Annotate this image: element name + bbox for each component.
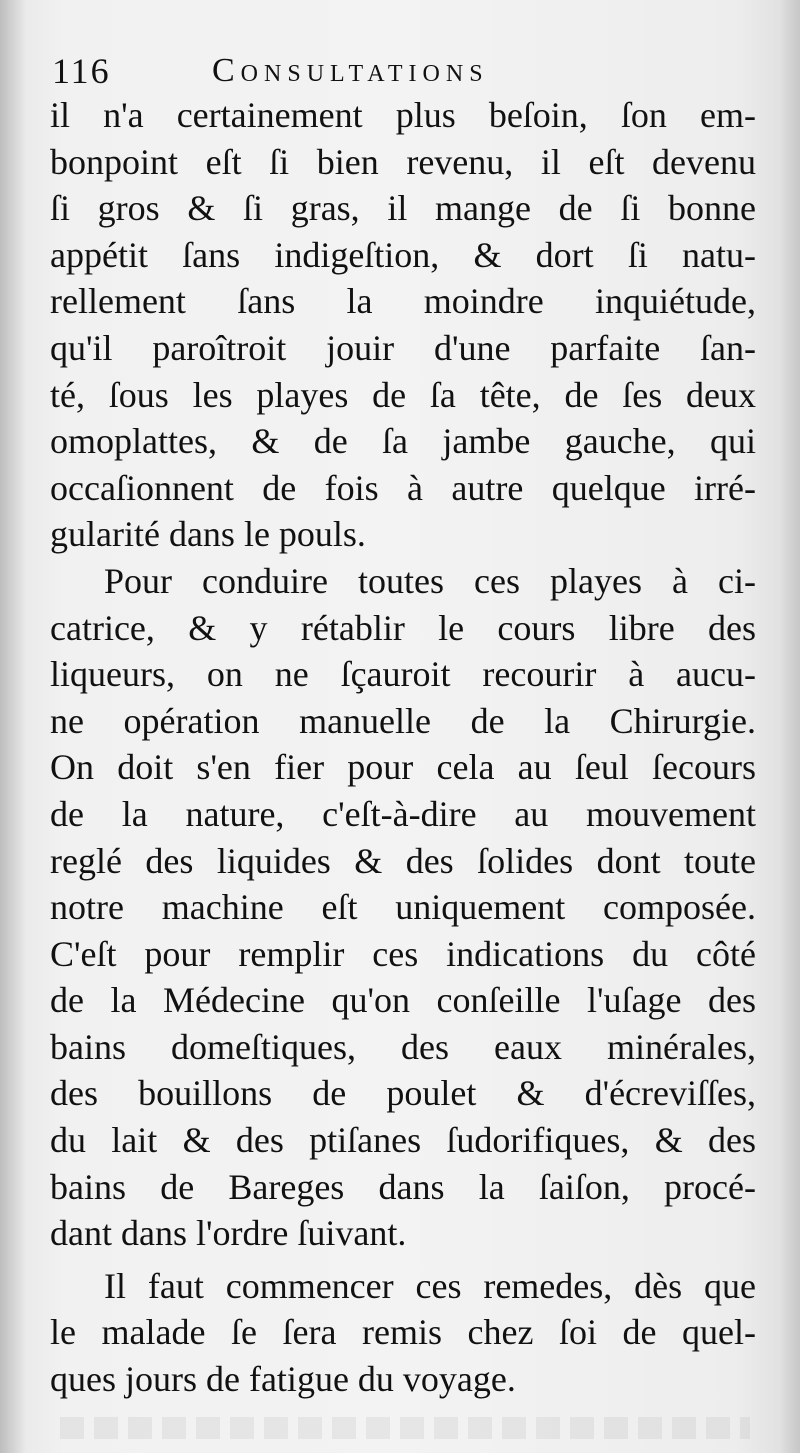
text-line: catrice, & y rétablir le cours libre des	[50, 607, 756, 648]
text-line: bains de Bareges dans la ſaiſon, procé-	[50, 1166, 756, 1207]
text-line: occaſionnent de fois à autre quelque irré-	[50, 467, 756, 508]
text-line: bonpoint eſt ſi bien revenu, il eſt devenu	[50, 141, 756, 182]
gutter-shadow	[0, 0, 26, 1453]
bleed-through-text	[60, 1417, 750, 1439]
text-line: de la Médecine qu'on conſeille l'uſage des	[50, 980, 756, 1021]
text-line: té, ſous les playes de ſa tête, de ſes deux	[50, 374, 756, 415]
paragraph-1	[50, 92, 756, 558]
text-line: appétit ſans indigeſtion, & dort ſi natu-	[50, 234, 756, 275]
page-number: 116	[52, 51, 111, 91]
text-line: notre machine eſt uniquement composée.	[50, 887, 756, 928]
body-text	[50, 92, 756, 1403]
text-line: liqueurs, on ne ſçauroit recourir à aucu-	[50, 654, 756, 695]
text-line: de la nature, c'eſt-à-dire au mouvement	[50, 793, 756, 834]
text-line: qu'il paroîtroit jouir d'une parfaite ſan-	[50, 327, 756, 368]
text-line: Pour conduire toutes ces playes à ci-	[104, 560, 756, 601]
text-line: ne opération manuelle de la Chirurgie.	[50, 700, 756, 741]
text-line: gularité dans le pouls.	[50, 514, 366, 555]
text-line: ques jours de fatigue du voyage.	[50, 1359, 516, 1400]
edge-shadow	[780, 0, 800, 1453]
text-line: des bouillons de poulet & d'écreviſſes,	[50, 1073, 756, 1114]
text-line: il n'a certainement plus beſoin, ſon em-	[50, 95, 756, 135]
running-head: Consultations	[212, 52, 489, 89]
text-line: du lait & des ptiſanes ſudorifiques, & des	[50, 1120, 756, 1161]
text-line: bains domeſtiques, des eaux minérales,	[50, 1026, 756, 1067]
text-line: omoplattes, & de ſa jambe gauche, qui	[50, 421, 756, 462]
paragraph-3	[50, 1263, 756, 1403]
text-line: reglé des liquides & des ſolides dont toute	[50, 840, 756, 881]
text-line: dant dans l'ordre ſuivant.	[50, 1213, 407, 1254]
paragraph-2	[50, 558, 756, 1257]
text-line: C'eſt pour remplir ces indications du côté	[50, 933, 756, 974]
text-line: On doit s'en fier pour cela au ſeul ſecours	[50, 747, 756, 788]
text-line: le malade ſe ſera remis chez ſoi de quel-	[50, 1312, 756, 1353]
text-line: ſi gros & ſi gras, il mange de ſi bonne	[50, 188, 756, 229]
text-line: Il faut commencer ces remedes, dès que	[104, 1265, 756, 1306]
page-header	[52, 48, 752, 94]
text-line: rellement ſans la moindre inquiétude,	[50, 281, 756, 322]
